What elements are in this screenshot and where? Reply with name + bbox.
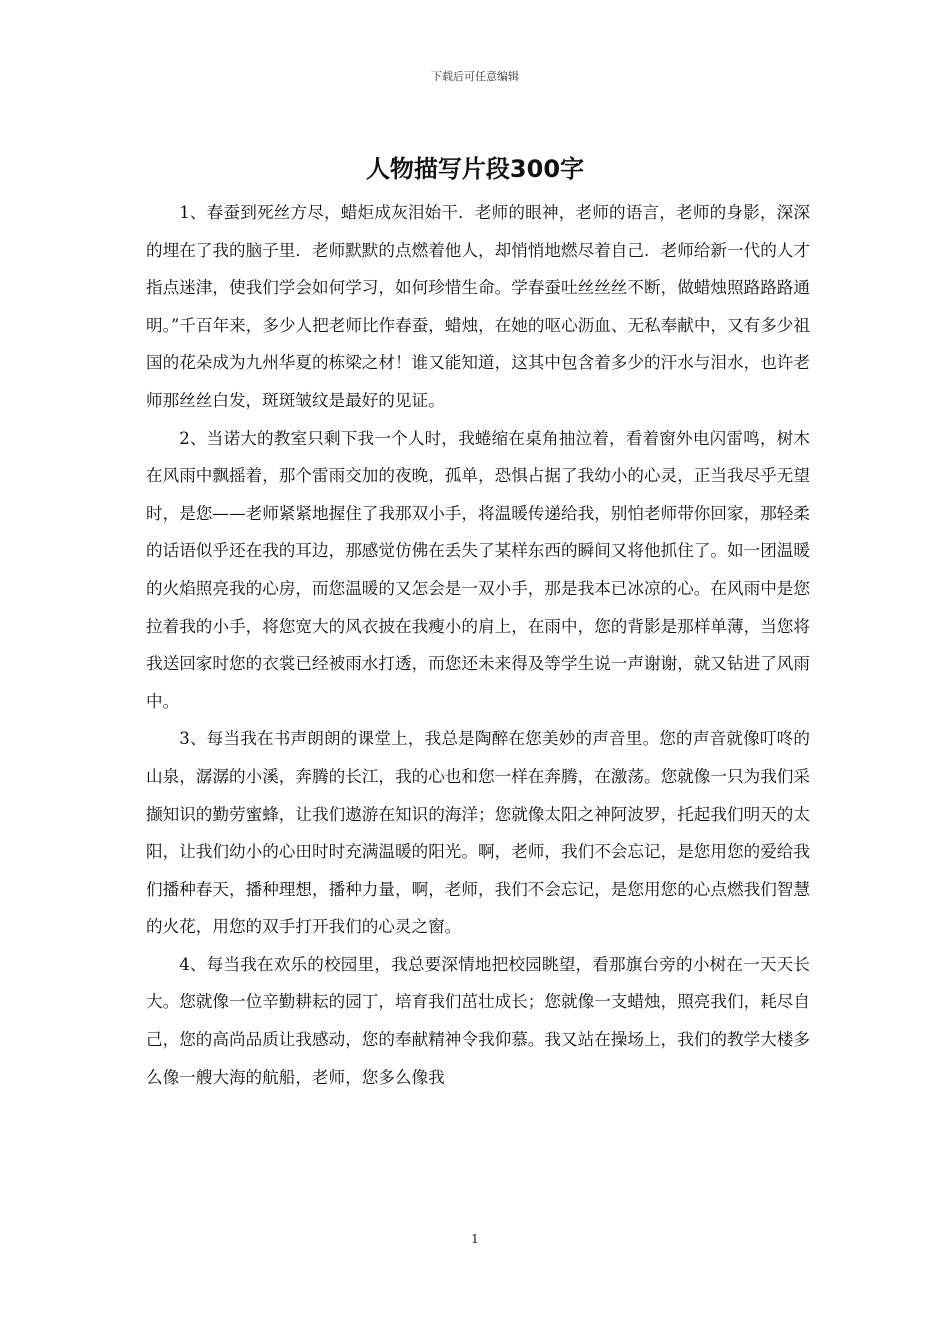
page-number: 1 [471, 1232, 479, 1246]
header-note: 下载后可任意编辑 [431, 70, 519, 83]
paragraph-1: 1、春蚕到死丝方尽，蜡炬成灰泪始干．老师的眼神，老师的语言，老师的身影，深深的埋在了我的脑子里．老师默默的点燃着他人，却悄悄地燃尽着自己．老师给新一代的人才指点迷津，使我们学会如何学习，如何珍惜生命。学春蚕吐丝丝丝不断，做蜡烛照路路路通明。”千百年来，多少人把老师比作春蚕，蜡烛，在她的呕心沥血、无私奉献中，又有多少祖国的花朵成为九州华夏的栋梁之材！谁又能知道，这其中包含着多少的汗水与泪水，也许老师那丝丝白发，斑斑皱纹是最好的见证。 [146, 203, 810, 410]
paragraph-4: 4、每当我在欢乐的校园里，我总要深情地把校园眺望，看那旗台旁的小树在一天天长大。您就像一位辛勤耕耘的园丁，培育我们茁壮成长；您就像一支蜡烛，照亮我们，耗尽自己，您的高尚品质让我感动，您的奉献精神令我仰慕。我又站在操场上，我们的教学大楼多么像一艘大海的航船，老师，您多么像我 [146, 954, 810, 1087]
paragraph-2: 2、当诺大的教室只剩下我一个人时，我蜷缩在桌角抽泣着，看着窗外电闪雷鸣，树木在风雨中飘摇着，那个雷雨交加的夜晚，孤单，恐惧占据了我幼小的心灵，正当我尽乎无望时，是您——老师紧紧地握住了我那双小手，将温暖传递给我，别怕老师带你回家，那轻柔的话语似乎还在我的耳边，那感觉仿佛在丢失了某样东西的瞬间又将他抓住了。如一团温暖的火焰照亮我的心房，而您温暖的又怎会是一双小手，那是我本已冰凉的心。在风雨中是您拉着我的小手，将您宽大的风衣披在我瘦小的肩上，在雨中，您的背影是那样单薄，当您将我送回家时您的衣裳已经被雨水打透，而您还未来得及等学生说一声谢谢，就又钻进了风雨中。 [146, 428, 810, 711]
document-title: 人物描写片段300字 [365, 155, 585, 183]
paragraph-3: 3、每当我在书声朗朗的课堂上，我总是陶醉在您美妙的声音里。您的声音就像叮咚的山泉，潺潺的小溪，奔腾的长江，我的心也和您一样在奔腾，在激荡。您就像一只为我们采撷知识的勤劳蜜蜂，让我们遨游在知识的海洋；您就像太阳之神阿波罗，托起我们明天的太阳，让我们幼小的心田时时充满温暖的阳光。啊，老师，我们不会忘记，是您用您的爱给我们播种春天，播种理想，播种力量，啊，老师，我们不会忘记，是您用您的心点燃我们智慧的火花，用您的双手打开我们的心灵之窗。 [146, 729, 810, 937]
document-body [146, 194, 810, 1096]
